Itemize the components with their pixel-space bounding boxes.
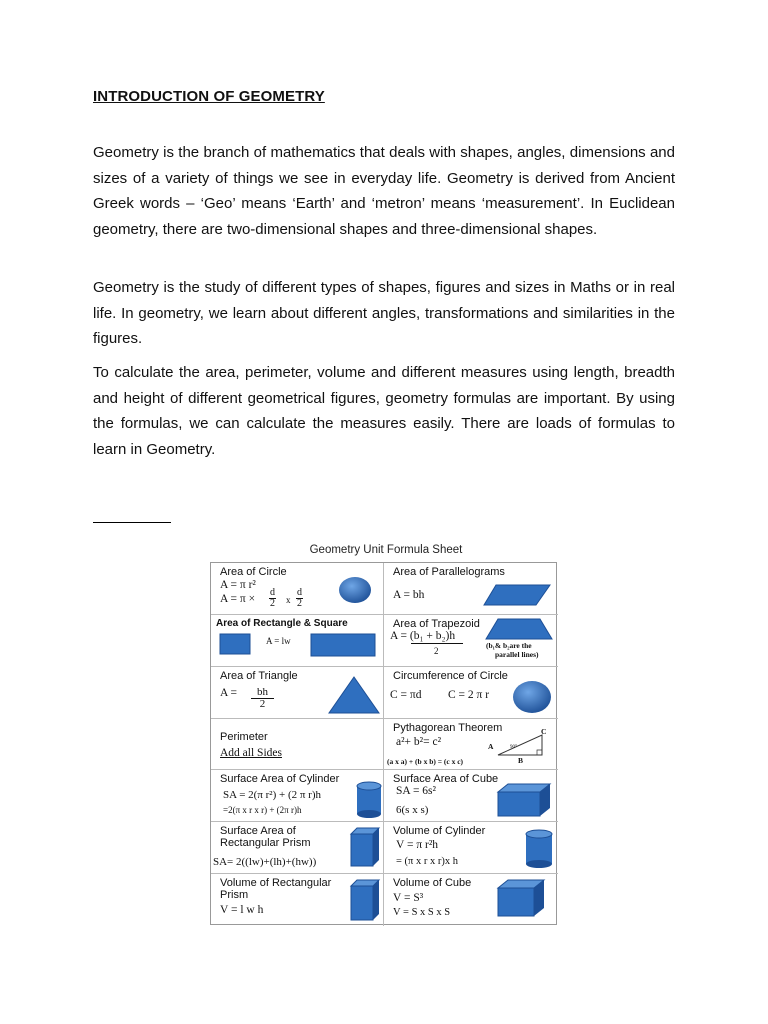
formula: V = l w h bbox=[220, 904, 264, 917]
cell-title: Surface Area of bbox=[220, 825, 296, 838]
vertex-label: C bbox=[541, 726, 547, 736]
paragraph-3: To calculate the area, perimeter, volume and different measures using length, breadth and height of different geometrical figures, geometry formulas are important. By using the formulas, we can calculate the measures easily. There are loads of formulas to learn in Geometry. bbox=[93, 364, 675, 458]
cell-area-of-parallelograms bbox=[384, 563, 558, 615]
cell-area-of-circle bbox=[211, 563, 384, 615]
cell-pythagorean-theorem bbox=[384, 719, 558, 771]
fraction-d-over-2: $\frac{d}{2}$ bbox=[297, 587, 302, 609]
cell-surface-area-of-rectangular-prism bbox=[211, 822, 384, 874]
cell-perimeter bbox=[211, 719, 384, 771]
angle-label: 90° bbox=[510, 744, 517, 750]
trapezoid-note: parallel lines) bbox=[495, 649, 539, 659]
circle-shape-icon bbox=[337, 575, 373, 605]
vertex-label: A bbox=[488, 741, 494, 751]
cube-shape-icon bbox=[496, 782, 552, 818]
formula-sheet-figure bbox=[205, 540, 567, 930]
formula: Add all Sides bbox=[220, 746, 282, 759]
formula: A = (b₁ + b₂)h bbox=[390, 629, 456, 642]
formula: 6(s x s) bbox=[396, 804, 429, 817]
cylinder-shape-icon bbox=[524, 828, 554, 870]
cell-title: Volume of Rectangular bbox=[220, 877, 332, 890]
cell-volume-of-cylinder bbox=[384, 822, 558, 874]
cell-title: Perimeter bbox=[220, 730, 268, 743]
cell-surface-area-of-cylinder bbox=[211, 770, 384, 822]
fraction-d-over-2: $\frac{d}{2}$ bbox=[270, 587, 275, 609]
cell-volume-of-rectangular-prism bbox=[211, 874, 384, 926]
formula: C = πd bbox=[390, 688, 422, 701]
circle-shape-icon bbox=[511, 679, 553, 715]
formula: = (π x r x r)x h bbox=[396, 856, 458, 868]
formula: A = π r² bbox=[220, 579, 256, 591]
cell-area-of-rectangle-square bbox=[211, 615, 384, 667]
cell-title: Pythagorean Theorem bbox=[393, 721, 503, 734]
cell-surface-area-of-cube bbox=[384, 770, 558, 822]
formula: =2(π x r x r) + (2π r)h bbox=[223, 805, 302, 816]
fraction-bh-over-2: $\frac{bh}{2}$ bbox=[251, 687, 274, 710]
right-triangle-diagram bbox=[496, 733, 546, 757]
cell-area-of-triangle bbox=[211, 667, 384, 719]
separator-line bbox=[93, 522, 171, 523]
formula-grid bbox=[210, 562, 557, 925]
formula: A = bbox=[220, 686, 238, 699]
cell-title: Area of Rectangle & Square bbox=[216, 617, 348, 629]
cell-title: Surface Area of Cylinder bbox=[220, 773, 340, 786]
document-heading: INTRODUCTION OF GEOMETRY bbox=[93, 88, 325, 105]
cell-title: Area of Trapezoid bbox=[393, 617, 480, 630]
formula: V = S x S x S bbox=[393, 907, 451, 919]
trapezoid-note: (b₁& b₂are the bbox=[486, 640, 532, 650]
formula: SA= 2((lw)+(lh)+(hw)) bbox=[213, 856, 317, 869]
cell-title: Volume of Cube bbox=[393, 877, 472, 890]
formula: (a x a) + (b x b) = (c x c) bbox=[387, 756, 464, 766]
rectangular-prism-shape-icon bbox=[349, 826, 381, 868]
cell-area-of-trapezoid bbox=[384, 615, 558, 667]
parallelogram-shape-icon bbox=[482, 583, 552, 607]
cell-title: Area of Triangle bbox=[220, 669, 298, 682]
formula: C = 2 π r bbox=[448, 688, 490, 701]
cylinder-shape-icon bbox=[355, 780, 383, 820]
cell-title: Circumference of Circle bbox=[393, 669, 508, 682]
formula: A = bh bbox=[393, 589, 425, 601]
trapezoid-shape-icon bbox=[484, 617, 554, 641]
fraction-bar bbox=[411, 643, 463, 644]
cell-circumference-of-circle bbox=[384, 667, 558, 719]
cell-title: Rectangular Prism bbox=[220, 837, 311, 850]
vertex-label: B bbox=[518, 755, 524, 765]
formula: SA = 2(π r²) + (2 π r)h bbox=[223, 789, 321, 802]
rectangle-shape-icon bbox=[310, 633, 376, 657]
cell-title: Area of Parallelograms bbox=[393, 566, 505, 578]
denominator: 2 bbox=[434, 645, 439, 656]
cube-shape-icon bbox=[496, 878, 546, 920]
square-shape-icon bbox=[219, 633, 251, 655]
times-sign: x bbox=[286, 595, 291, 605]
paragraph-1: Geometry is the branch of mathematics that deals with shapes, angles, dimensions and sizes of a variety of things we see in everyday life. Geometry is derived from Ancient Greek words – ‘Geo’ means ‘Earth’ and ‘metron’ means ‘measurement’. In Euclidean geometry, there are two-dimensional shapes and three-dimensional shapes. bbox=[93, 144, 675, 238]
rectangular-prism-shape-icon bbox=[349, 878, 381, 922]
cell-title: Surface Area of Cube bbox=[393, 773, 499, 786]
cell-volume-of-cube bbox=[384, 874, 558, 926]
formula: V = π r²h bbox=[396, 839, 439, 852]
paragraph-2: Geometry is the study of different types of shapes, figures and sizes in Maths or in real life. In geometry, we learn about different angles, transformations and similarities in the figures. bbox=[93, 279, 675, 347]
formula-sheet-title: Geometry Unit Formula Sheet bbox=[309, 544, 463, 556]
cell-title: Prism bbox=[220, 889, 249, 902]
formula: A = lw bbox=[266, 635, 291, 646]
formula: A = π × bbox=[220, 593, 256, 605]
formula: SA = 6s² bbox=[396, 785, 436, 798]
triangle-shape-icon bbox=[327, 675, 381, 715]
formula: a²+ b²= c² bbox=[396, 735, 442, 748]
formula: V = S³ bbox=[393, 892, 424, 905]
cell-title: Area of Circle bbox=[220, 566, 287, 578]
cell-title: Volume of Cylinder bbox=[393, 825, 486, 838]
